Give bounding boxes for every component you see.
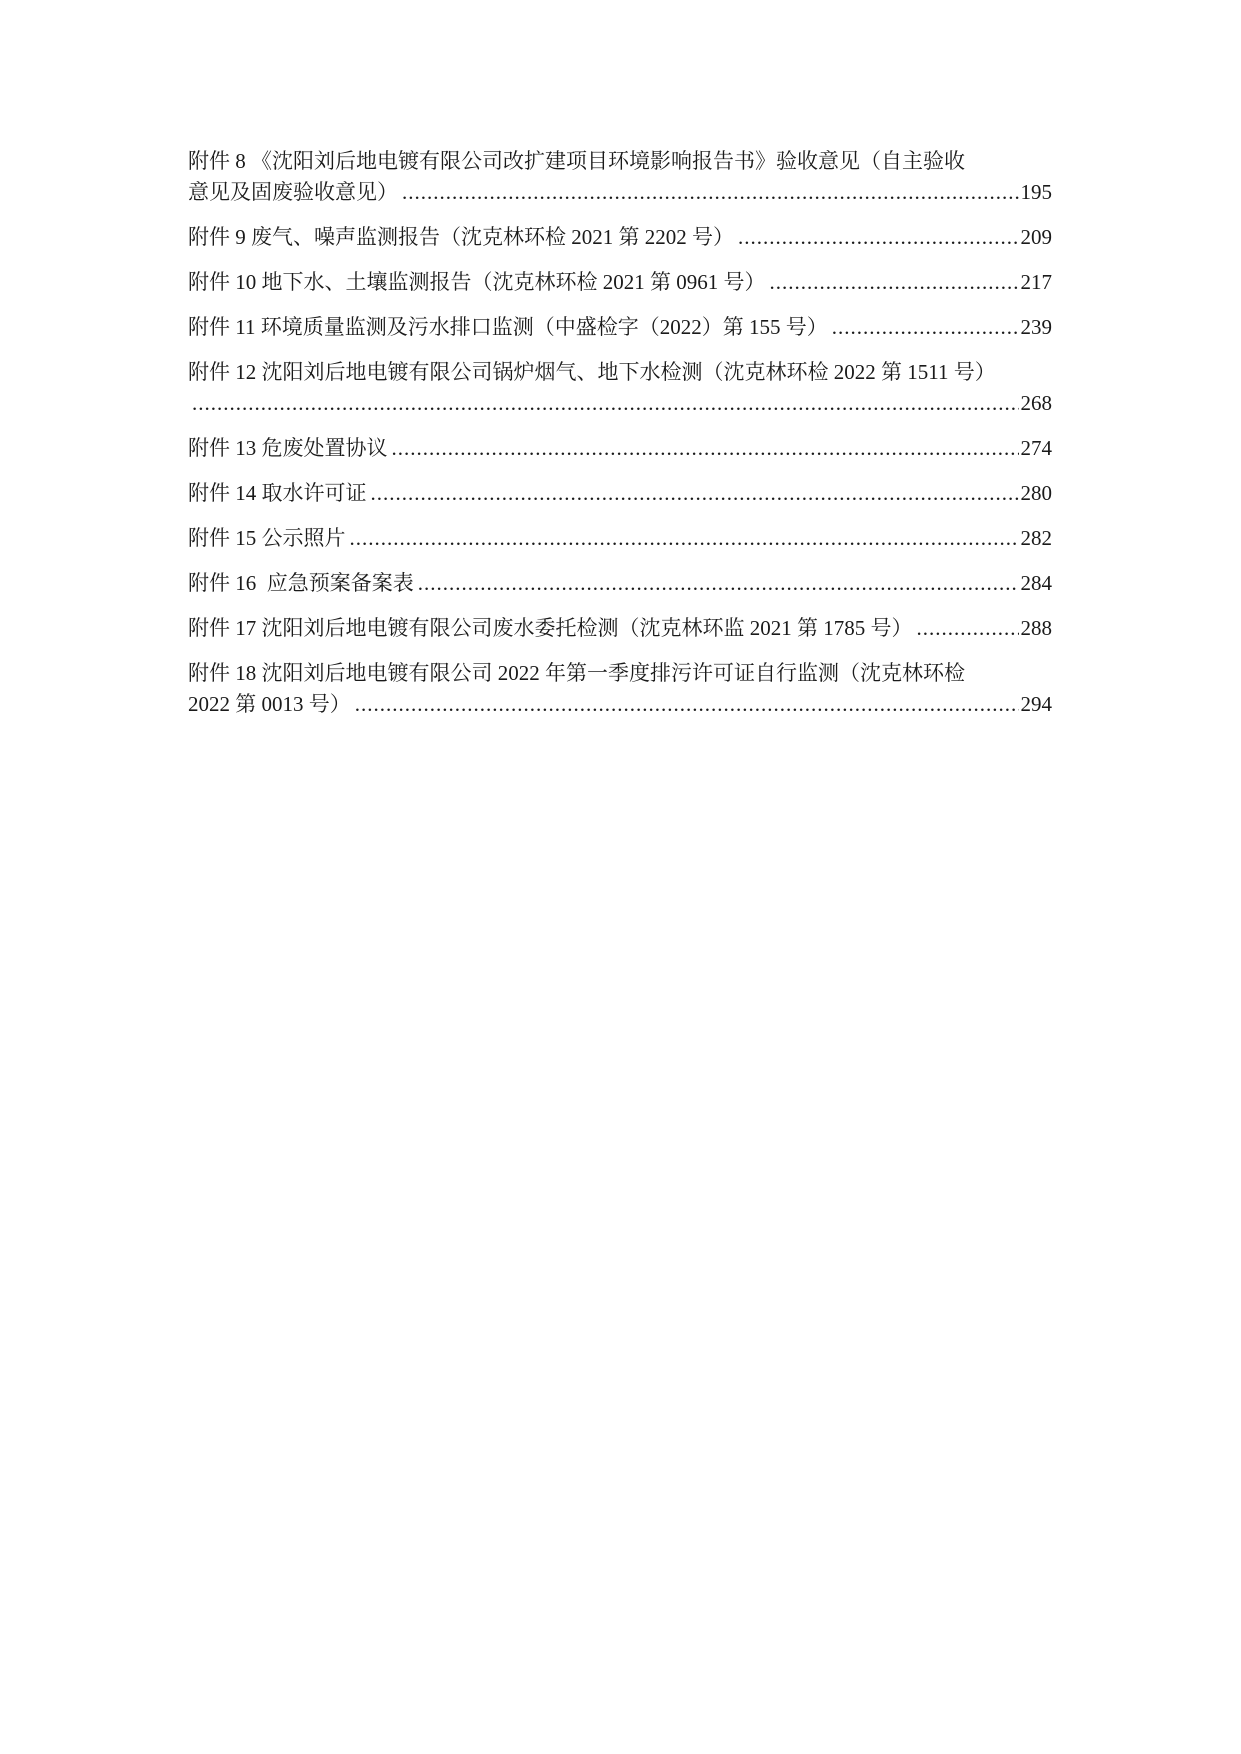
- toc-entry-title: 附件 15 公示照片: [188, 526, 346, 550]
- toc-entry-title: 附件 9 废气、噪声监测报告（沈克林环检 2021 第 2202 号）: [188, 225, 734, 249]
- dot-leader: [832, 312, 1019, 343]
- toc-leader-line: [188, 689, 1052, 720]
- table-of-contents: [188, 146, 1052, 734]
- toc-leader-line: [188, 388, 1052, 419]
- dot-leader: [917, 613, 1019, 644]
- toc-entry-title: 附件 13 危废处置协议: [188, 436, 388, 460]
- toc-page-number: 274: [1020, 436, 1052, 460]
- toc-page-number: 195: [1020, 180, 1052, 204]
- toc-leader-line: [188, 568, 1052, 599]
- toc-entry-attachment-11[interactable]: [188, 312, 1052, 343]
- toc-entry-title: 附件 16 应急预案备案表: [188, 571, 414, 595]
- toc-entry-attachment-13[interactable]: [188, 433, 1052, 464]
- toc-page-number: 217: [1020, 270, 1052, 294]
- toc-entry-title: 附件 14 取水许可证: [188, 481, 367, 505]
- dot-leader: [355, 689, 1019, 720]
- dot-leader: [770, 267, 1019, 298]
- dot-leader: [402, 177, 1019, 208]
- toc-entry-title: 附件 17 沈阳刘后地电镀有限公司废水委托检测（沈克林环监 2021 第 1785 号）: [188, 616, 913, 640]
- toc-entry-attachment-9[interactable]: [188, 222, 1052, 253]
- toc-entry-title-cont: 2022 第 0013 号）: [188, 692, 351, 716]
- dot-leader: [392, 433, 1019, 464]
- toc-leader-line: [188, 267, 1052, 298]
- toc-leader-line: [188, 177, 1052, 208]
- toc-page-number: 268: [1020, 391, 1052, 415]
- dot-leader: [192, 388, 1019, 419]
- toc-leader-line: [188, 433, 1052, 464]
- toc-page-number: 294: [1020, 692, 1052, 716]
- toc-entry-attachment-18[interactable]: [188, 658, 1052, 720]
- dot-leader: [371, 478, 1019, 509]
- toc-leader-line: [188, 523, 1052, 554]
- toc-entry-attachment-12[interactable]: [188, 357, 1052, 419]
- toc-leader-line: [188, 312, 1052, 343]
- toc-entry-title: 附件 11 环境质量监测及污水排口监测（中盛检字（2022）第 155 号）: [188, 315, 828, 339]
- toc-entry-attachment-15[interactable]: [188, 523, 1052, 554]
- toc-page-number: 209: [1020, 225, 1052, 249]
- toc-leader-line: [188, 478, 1052, 509]
- toc-entry-attachment-14[interactable]: [188, 478, 1052, 509]
- toc-page-number: 239: [1020, 315, 1052, 339]
- dot-leader: [350, 523, 1019, 554]
- dot-leader: [738, 222, 1019, 253]
- toc-entry-title-line: 附件 12 沈阳刘后地电镀有限公司锅炉烟气、地下水检测（沈克林环检 2022 第 1511 号）: [188, 360, 996, 384]
- toc-leader-line: [188, 222, 1052, 253]
- toc-page-number: 282: [1020, 526, 1052, 550]
- toc-entry-title: 附件 10 地下水、土壤监测报告（沈克林环检 2021 第 0961 号）: [188, 270, 766, 294]
- toc-leader-line: [188, 613, 1052, 644]
- toc-entry-attachment-16[interactable]: [188, 568, 1052, 599]
- toc-page-number: 288: [1020, 616, 1052, 640]
- toc-entry-attachment-8[interactable]: [188, 146, 1052, 208]
- toc-entry-title-line: 附件 8 《沈阳刘后地电镀有限公司改扩建项目环境影响报告书》验收意见（自主验收: [188, 149, 965, 173]
- toc-entry-title-cont: 意见及固废验收意见）: [188, 180, 398, 204]
- toc-page-number: 284: [1020, 571, 1052, 595]
- toc-entry-attachment-17[interactable]: [188, 613, 1052, 644]
- toc-page-number: 280: [1020, 481, 1052, 505]
- toc-entry-attachment-10[interactable]: [188, 267, 1052, 298]
- dot-leader: [418, 568, 1019, 599]
- toc-entry-title-line: 附件 18 沈阳刘后地电镀有限公司 2022 年第一季度排污许可证自行监测（沈克林环检: [188, 661, 965, 685]
